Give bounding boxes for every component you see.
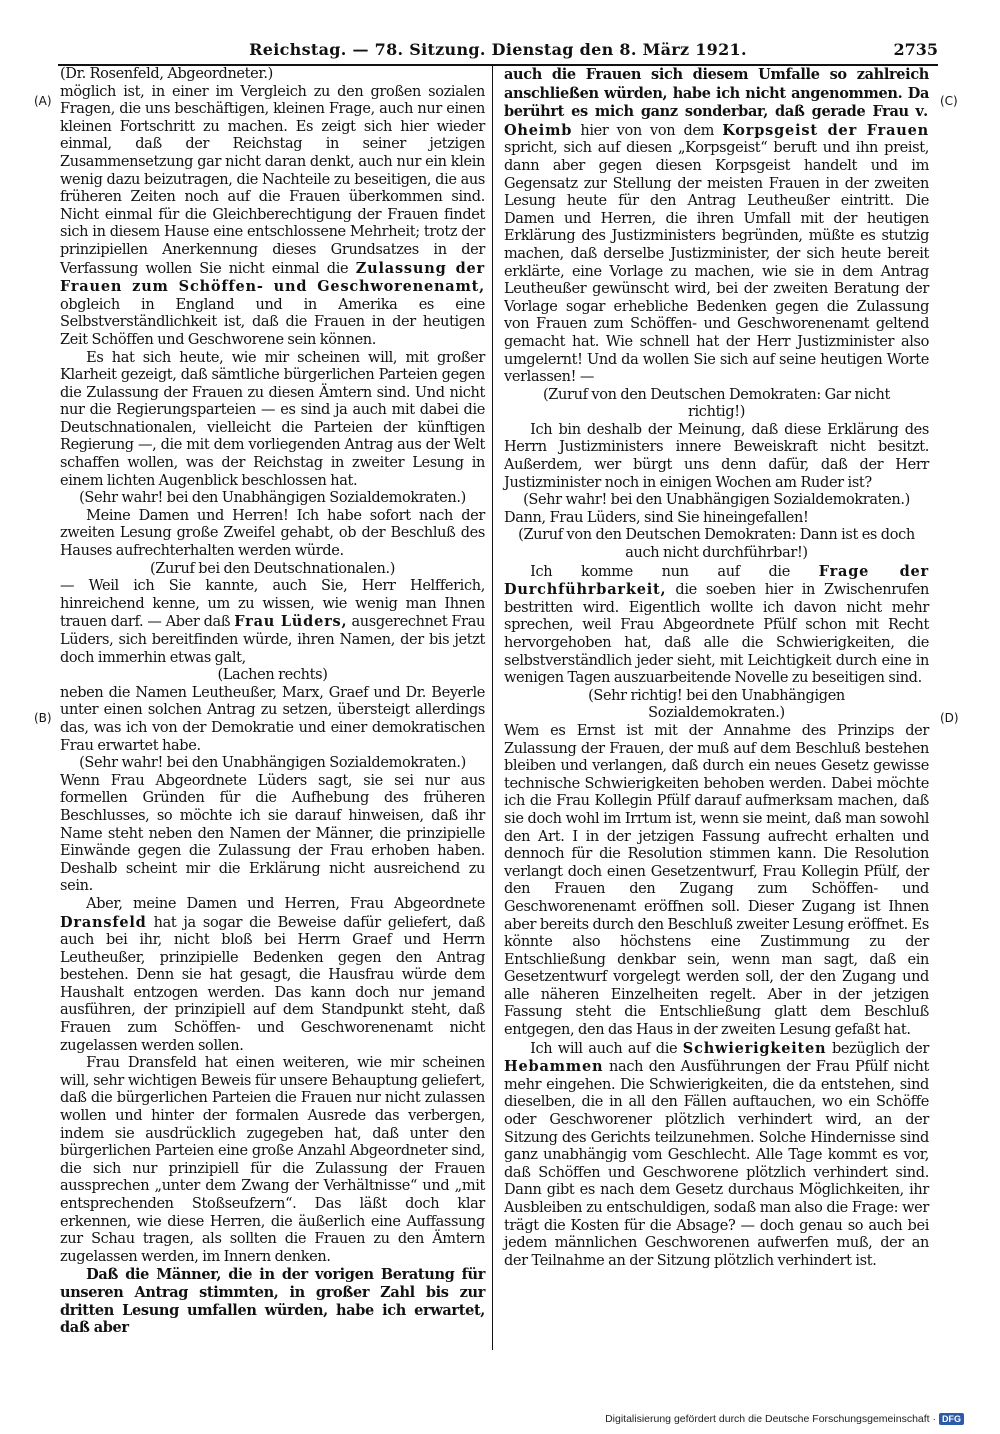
text-run: Aber, meine Damen und Herren, Frau Abgeordnete <box>86 895 485 912</box>
emphasis-text: Korpsgeist der Frauen <box>722 121 929 139</box>
text-run: spricht, sich auf diesen „Korpsgeist“ beruft und ihn preist, dann aber gegen diesen Korpsgeist handelt und im Gegensatz zur Stellung der meisten Frauen in der zweiten Lesung heute für den Antrag Leutheußer eintritt. Die Damen und Herren, die ihren Umfall mit der heutigen Erklärung des Justizministers begründen, müßte es stutzig machen, daß derselbe Justizminister, der sich heute bereit erklärte, eine Vorlage zu machen, wie sie in dem Antrag Leutheußer gewünscht wird, bei der zweiten Beratung der Vorlage sogar erhebliche Bedenken gegen die Zulassung von Frauen zum Schöffen- und Geschworenenamt geltend gemacht hat. Wie schnell hat der Herr Justizminister also umgelernt! Und da wollen Sie sich auf seine heutigen Worte verlassen! — <box>504 140 929 386</box>
interjection: (Lachen rechts) <box>217 667 328 684</box>
interjection: (Sehr wahr! bei den Unabhängigen Sozialdemokraten.) <box>523 492 910 509</box>
emphasis-text: Zulassung der Frauen zum Schöffen- und Geschworenenamt, <box>60 259 485 296</box>
paragraph: Dann, Frau Lüders, sind Sie hineingefallen! <box>504 509 809 526</box>
text-run: ausgerechnet Frau Lüders, sich bereitfinden würde, ihren Namen, der bis jetzt doch immerhin etwas galt, <box>60 614 485 666</box>
text-run: hat ja sogar die Beweise dafür geliefert, daß auch bei ihr, nicht bloß bei Herrn Graef und Herrn Leutheußer, prinzipielle Bedenken gegen den Antrag bestehen. Denn sie hat gesagt, die Hausfrau würde dem Haushalt entzogen werden. Das kann doch nur jemand ausführen, der prinzipiell auf dem Standpunkt steht, daß Frauen zum Schöffen- und Geschworenenamt nicht zugelassen werden sollen. <box>60 914 485 1054</box>
emphasis-text: v. Oheimb <box>504 103 929 139</box>
paragraph <box>504 1040 929 1271</box>
margin-marker-c: (C) <box>940 94 958 108</box>
text-run: möglich ist, in einer im Vergleich zu den großen sozialen Fragen, die uns beschäftigen, kleinen Frage, auch nur einen kleinen Fortschritt zu machen. Es zeigt sich hier wieder einmal, daß der Reichstag in seiner jetzigen Zusammensetzung gar nicht daran denkt, auch nur ein klein wenig dazu beizutragen, die Nachteile zu beseitigen, die aus früheren Zeiten noch auf die Frauen überkommen sind. Nicht einmal für die Gleichberechtigung der Frauen findet sich in diesem Hause eine entschlossene Mehrheit; trotz der prinzipiellen Anerkennung dieses Grundsatzes in der Verfassung wollen Sie nicht einmal die <box>60 83 485 277</box>
text-run: nach den Ausführungen der Frau Pfülf nicht mehr eingehen. Die Schwierigkeiten, die da entstehen, sind dieselben, die in all den Fällen auftauchen, wo ein Schöffe oder Geschworener plötzlich verhindert wird, an der Sitzung des Gerichts teilzunehmen. Solche Hindernisse sind ganz unabhängig vom Geschlecht. Alle Tage kommt es vor, daß Schöffen und Geschworene plötzlich verhindert sind. Dann gibt es nach dem Gesetz durchaus Möglichkeiten, ihr Ausbleiben zu entschuldigen, sodaß man also die Frage: wer trägt die Kosten für die Absage? — doch genau so auch bei jedem männlichen Geschworenen aufwerfen muß, der an der Teilnahme an der Sitzung plötzlich verhindert ist. <box>504 1059 929 1269</box>
paragraph <box>60 896 485 1055</box>
interjection: (Sehr richtig! bei den Unabhängigen Sozialdemokraten.) <box>588 687 845 722</box>
paragraph: Meine Damen und Herren! Ich habe sofort nach der zweiten Lesung große Zweifel gehabt, ob der Beschluß des Hauses aufrechterhalten werden würde. <box>60 507 485 560</box>
text-run: Ich will auch auf die <box>530 1040 678 1057</box>
emphasis-text: Dransfeld <box>60 913 147 931</box>
emphasis-text: Hebammen <box>504 1058 604 1076</box>
paragraph <box>504 563 929 688</box>
speaker-label: (Dr. Rosenfeld, Abgeordneter.) <box>60 66 273 82</box>
page-header-title: Reichstag. — 78. Sitzung. Dienstag den 8. März 1921. <box>249 40 747 59</box>
text-run: hier von von dem <box>580 122 715 139</box>
dfg-logo: DFG <box>939 1413 964 1425</box>
paragraph: Wenn Frau Abgeordnete Lüders sagt, sie sei nur aus formellen Gründen für die Aufhebung des früheren Beschlusses, so möchte ich sie darauf hinweisen, daß ihr Name steht neben den Namen der Männer, die prinzipielle Einwände gegen die Zulassung der Frau erhoben haben. Deshalb scheint mir die Erklärung nicht ausreichend zu sein. <box>60 772 485 895</box>
interjection: (Sehr wahr! bei den Unabhängigen Sozialdemokraten.) <box>79 755 466 772</box>
emphasis-text: Frau Lüders, <box>234 613 348 631</box>
margin-marker-d: (D) <box>940 711 959 725</box>
interjection: (Sehr wahr! bei den Unabhängigen Sozialdemokraten.) <box>79 490 466 507</box>
footer-text: Digitalisierung gefördert durch die Deutsche Forschungsgemeinschaft · <box>605 1413 936 1425</box>
right-column <box>504 66 929 1270</box>
interjection: (Zuruf von den Deutschen Demokraten: Gar nicht richtig!) <box>542 386 891 421</box>
interjection: (Zuruf bei den Deutschnationalen.) <box>149 560 396 577</box>
paragraph: Wem es Ernst ist mit der Annahme des Prinzips der Zulassung der Frauen, der muß auf dem Beschluß bestehen bleiben und verlangen, daß durch ein neues Gesetz gewisse technische Schwierigkeiten behoben werden. Dabei möchte ich die Frau Kollegin Pfülf darauf aufmerksam machen, daß sie doch wohl im Irrtum ist, wenn sie meint, daß man sowohl den Art. I in der jetzigen Fassung aufrecht erhalten und dennoch für die Resolution stimmen kann. Die Resolution verlangt doch einen Gesetzentwurf, Frau Kollegin Pfülf, der den Frauen den Zugang zum Schöffen- und Geschworenenamt eröffnen soll. Dieser Zugang ist Ihnen aber bereits durch den Beschluß zweiter Lesung eröffnet. Es könnte also höchstens eine Zustimmung zu der Entschließung denkbar sein, wenn man sagt, daß ein Gesetzentwurf vorgelegt werden soll, der den Zugang und alle näheren Einzelheiten regelt. Aber in der jetzigen Fassung steht die Entschließung glatt dem Beschluß entgegen, den das Haus in der zweiten Lesung gefaßt hat. <box>504 722 929 1039</box>
text-run: — Weil ich Sie kannte, auch Sie, Herr Helfferich, hinreichend kenne, um zu wissen, wie wenig man Ihnen trauen darf. — Aber daß <box>60 578 485 631</box>
left-column <box>60 66 485 1337</box>
paragraph: Es hat sich heute, wie mir scheinen will, mit großer Klarheit gezeigt, daß sämtliche bürgerlichen Parteien gegen die Zulassung der Frauen zu diesen Ämtern sind. Und nicht nur die Regierungsparteien — es sind ja auch mit dabei die Deutschnationalen, vielleicht die Parteien der künftigen Regierung —, die mit dem vorliegenden Antrag aus der Welt schaffen wollen, was der Reichstag in zweiter Lesung in einem lichten Augenblick beschlossen hat. <box>60 349 485 489</box>
text-run: auch die Frauen sich diesem Umfalle so zahlreich anschließen würden, habe ich nicht angenommen. Da berührt es mich ganz sonderbar, daß gerade Frau <box>504 66 929 121</box>
text-run: bezüglich der <box>831 1040 929 1057</box>
text-run: Ich komme nun auf die <box>530 563 790 580</box>
paragraph <box>504 66 929 387</box>
paragraph: Daß die Männer, die in der vorigen Beratung für unseren Antrag stimmten, in großer Zahl bis zur dritten Lesung umfallen würden, habe ich erwartet, daß aber <box>60 1266 485 1337</box>
paragraph: Ich bin deshalb der Meinung, daß diese Erklärung des Herrn Justizministers innere Beweiskraft nicht besitzt. Außerdem, wer bürgt uns denn dafür, daß der Herr Justizminister noch in einigen Wochen am Ruder ist? <box>504 421 929 491</box>
paragraph: neben die Namen Leutheußer, Marx, Graef und Dr. Beyerle unter einen solchen Antrag zu setzen, übersteigt allerdings das, was ich von der Demokratie und einer demokratischen Frau erwartet habe. <box>60 684 485 754</box>
margin-marker-b: (B) <box>34 711 52 725</box>
margin-marker-a: (A) <box>34 94 52 108</box>
column-divider <box>492 66 493 1350</box>
emphasis-text: Schwierigkeiten <box>682 1039 827 1057</box>
interjection: (Zuruf von den Deutschen Demokraten: Dann ist es doch auch nicht durchführbar!) <box>518 527 915 562</box>
page-number: 2735 <box>893 40 938 59</box>
text-run: obgleich in England und in Amerika es eine Selbstverständlichkeit ist, daß die Frauen in der heutigen Zeit Schöffen und Geschworene sein können. <box>60 296 485 348</box>
paragraph: Frau Dransfeld hat einen weiteren, wie mir scheinen will, sehr wichtigen Beweis für unsere Behauptung geliefert, daß die bürgerlichen Parteien die Frauen nur nicht zulassen wollen und hinter der formalen Ausrede das verbergen, indem sie ausdrücklich zugegeben hat, daß unter den bürgerlichen Parteien eine große Anzahl Abgeordneter sind, die sich nur prinzipiell für die Zulassung der Frauen aussprechen „unter dem Zwang der Verhältnisse“ und „mit entsprechenden Stoßseufzern“. Das läßt doch klar erkennen, wie diese Herren, die äußerlich eine Auffassung zur Schau tragen, als sollten die Frauen zu den Ämtern zugelassen werden, im Innern denken. <box>60 1055 485 1265</box>
text-run: die soeben hier in Zwischenrufen bestritten wird. Eigentlich wollte ich davon nicht mehr sprechen, weil Frau Abgeordnete Pfülf schon mit Recht hervorgehoben hat, daß alle die Schwierigkeiten, die selbstverständlich jeder sieht, mit Leichtigkeit durch eine in wenigen Tagen auszuarbeitende Novelle zu beseitigen sind. <box>504 582 929 687</box>
paragraph <box>60 84 485 350</box>
page-header <box>58 38 938 66</box>
digitization-credit <box>605 1413 964 1425</box>
paragraph <box>60 578 485 667</box>
emphasis-text: Frage der Durchführbarkeit, <box>504 562 929 599</box>
